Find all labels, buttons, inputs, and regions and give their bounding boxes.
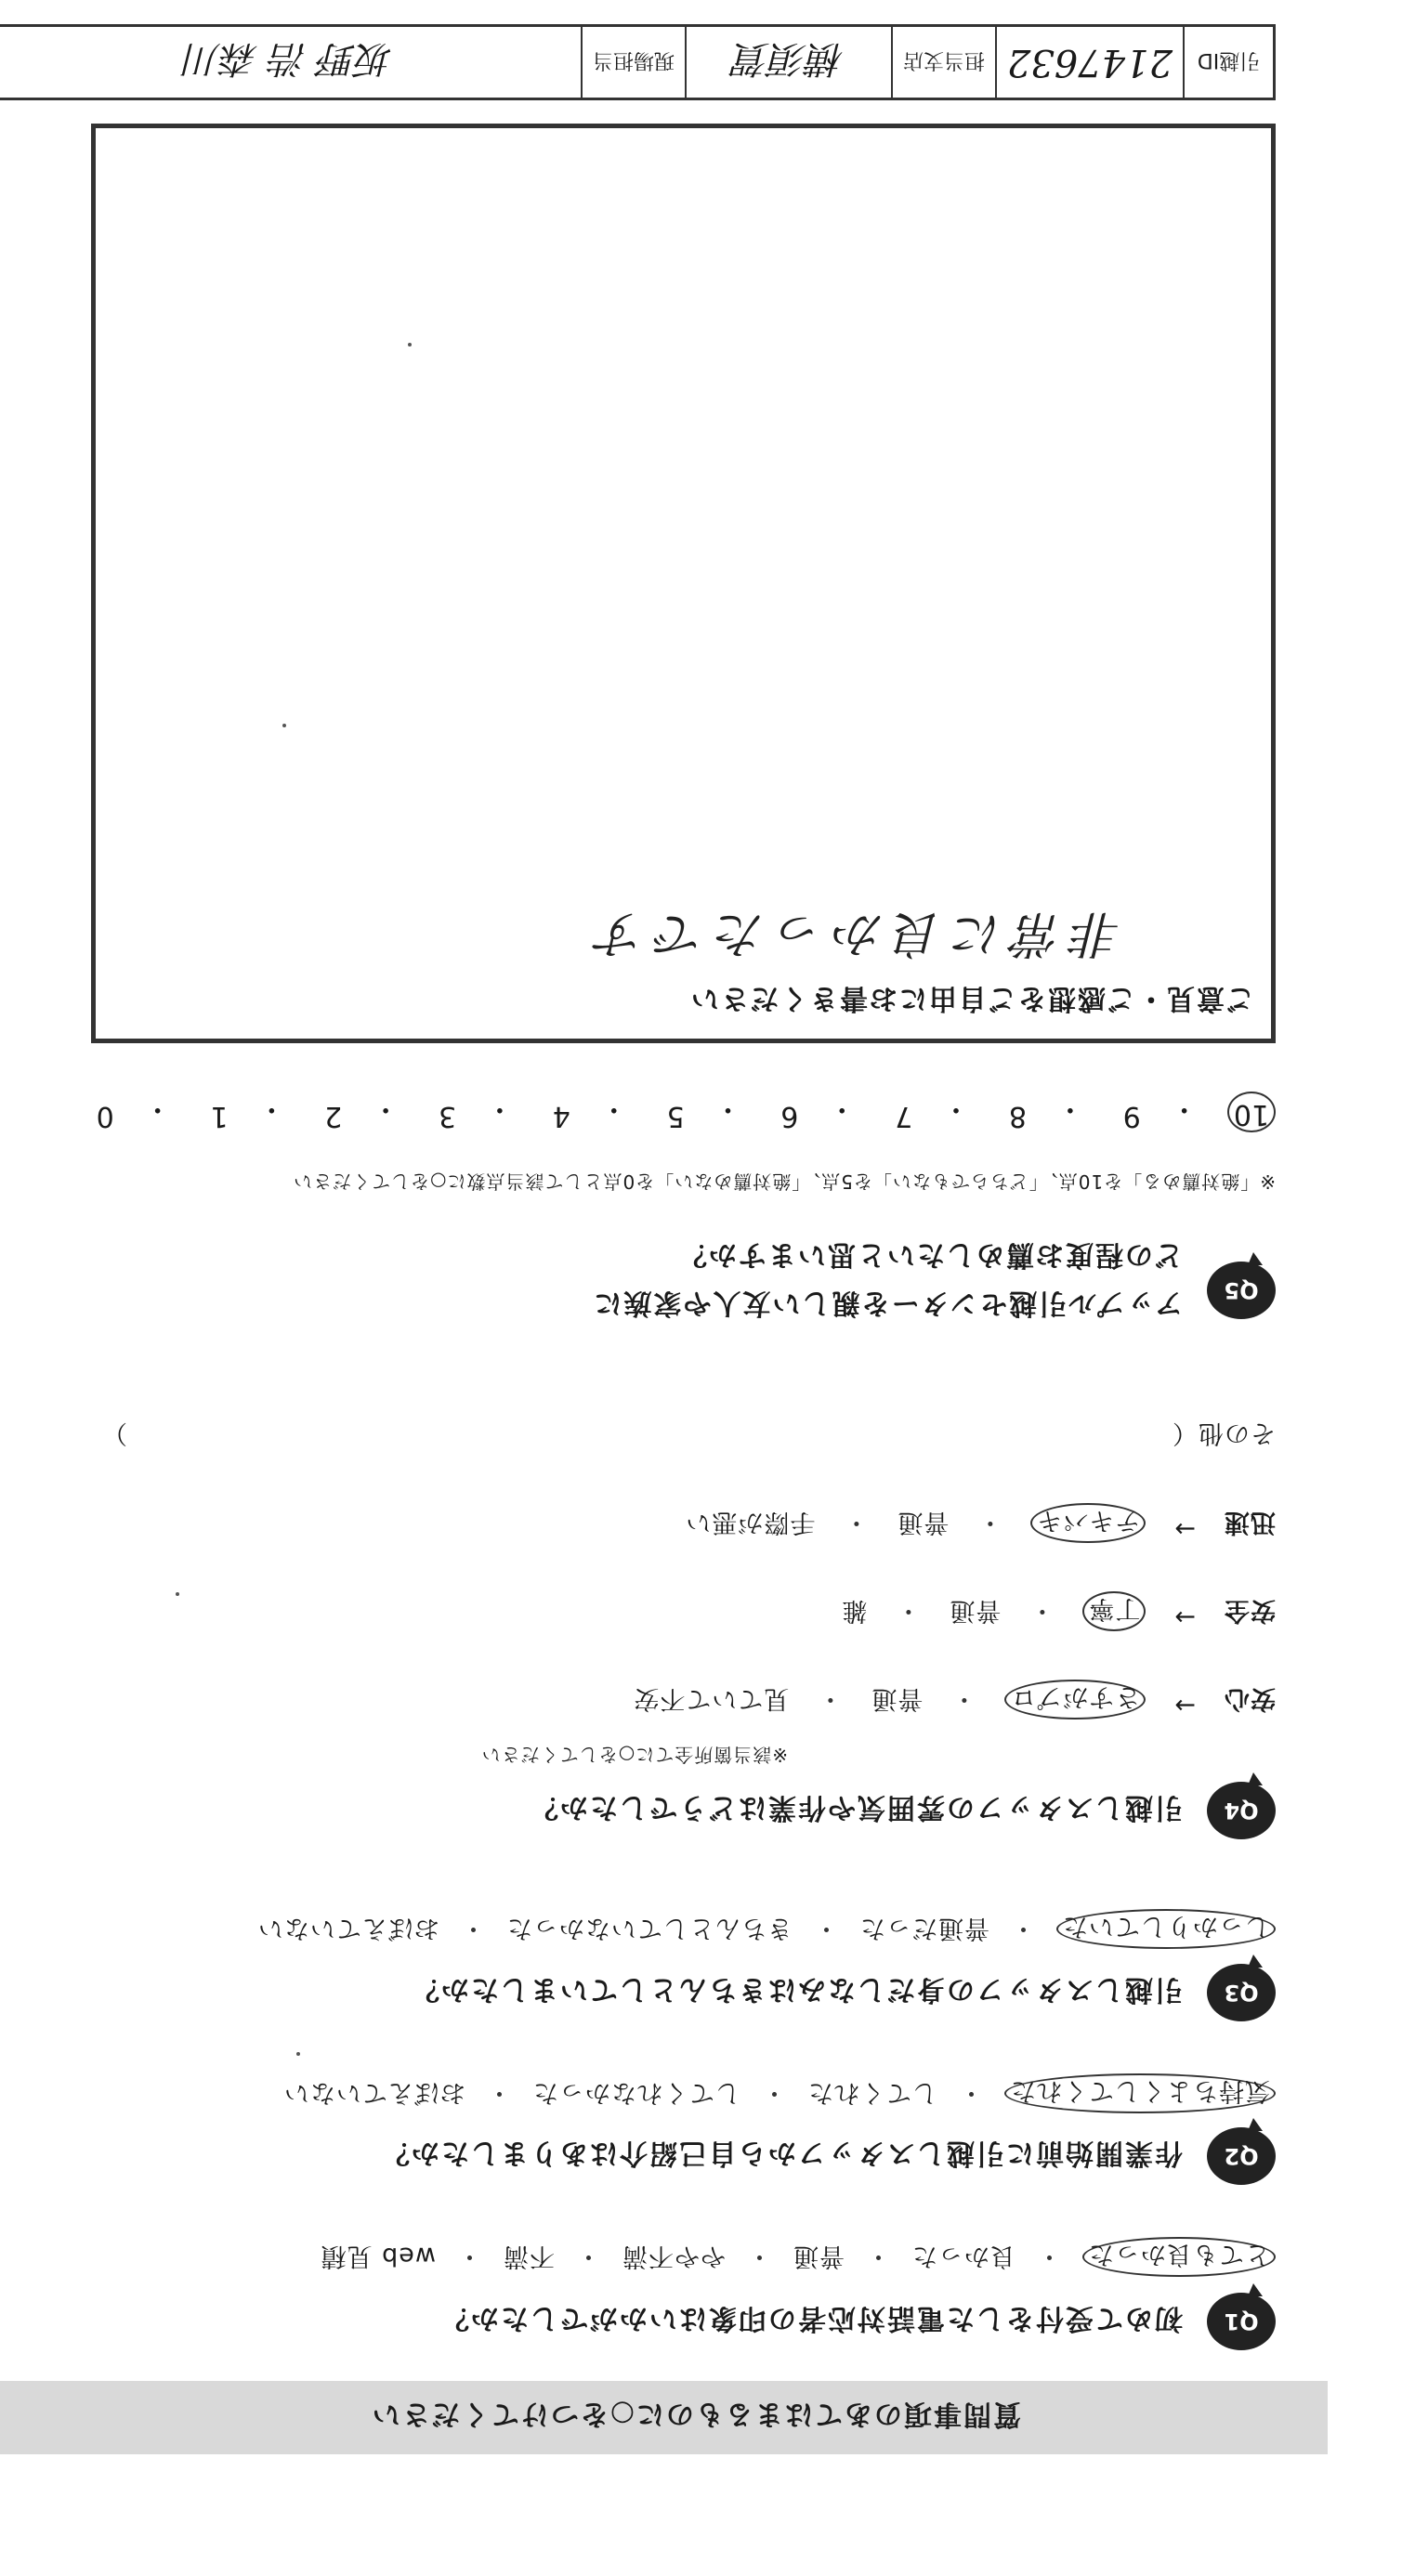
q4-option[interactable]: 普通	[949, 1596, 1002, 1625]
q1-text: 初めて受付をした電話対応者の印象はいかがでしたか？	[439, 2302, 1183, 2334]
leader-value: 坂野 浩 森川	[183, 37, 394, 81]
q5-note: ※「絶対薦める」を10点、「どちらでもない」を5点、「絶対薦めない」を0点として該当点数に○をしてください	[293, 1170, 1276, 1193]
q4-row-jinsoku: 迅速 → テキパキ ・ 普通 ・ 手際が悪い	[685, 1503, 1276, 1543]
instruction-band: 質問事項のあてはまるものに○をつけてください	[0, 2381, 1328, 2454]
q4-row-label: 安全	[1224, 1596, 1276, 1625]
q4-option[interactable]: 普通	[897, 1508, 950, 1536]
branch-value: 横須賀	[685, 27, 891, 98]
q4-option[interactable]: 雑	[841, 1596, 868, 1625]
q4-badge: Q4	[1207, 1782, 1276, 1839]
score-option-selected[interactable]: 10	[1227, 1092, 1276, 1132]
q1-options: とても良かった ・ 良かった ・ 普通 ・ やや不満 ・ 不満 ・ web 見積	[321, 2237, 1276, 2277]
scan-speck	[296, 2052, 300, 2056]
score-option[interactable]: 2	[324, 1100, 343, 1132]
q4-other	[101, 1418, 1276, 1454]
q2-option[interactable]: してくれなかった	[532, 2078, 740, 2107]
q4-text: 引越しスタッフの雰囲気や作業はどうでしたか？	[529, 1791, 1183, 1824]
q2-options: 気持ちよくしてくれた ・ してくれた ・ してくれなかった ・ おぼえていない	[283, 2073, 1276, 2113]
q4-option[interactable]: 手際が悪い	[685, 1508, 816, 1536]
score-option[interactable]: 3	[438, 1100, 457, 1132]
q2-text: 作業開始前に引越しスタッフから自己紹介はありましたか？	[380, 2137, 1183, 2169]
q2-option[interactable]: おぼえていない	[283, 2078, 465, 2107]
id-value: 2147632	[995, 27, 1183, 98]
q1-option[interactable]: 不満	[503, 2242, 555, 2270]
question-4	[529, 1782, 1276, 1839]
arrow-icon: →	[1173, 1602, 1196, 1631]
q3-badge: Q3	[1207, 1964, 1276, 2021]
q3-option[interactable]: 普通だった	[859, 1914, 989, 1942]
leader-label: 現場担当	[581, 27, 685, 98]
q5-badge: Q5	[1207, 1262, 1276, 1319]
comment-label: ご意見・ご感想をご自由にお書きください	[689, 982, 1254, 1014]
q4-other-field[interactable]	[148, 1418, 1151, 1454]
score-option[interactable]: 8	[1008, 1100, 1027, 1132]
q4-other-label: その他（	[1172, 1419, 1276, 1447]
q4-row-anzen: 安全 → 丁寧 ・ 普通 ・ 雑	[841, 1591, 1276, 1631]
q3-text: 引越しスタッフの身だしなみはきちんとしていましたか？	[410, 1973, 1183, 2006]
q3-option-selected[interactable]: しっかりしていた	[1056, 1909, 1276, 1949]
score-option[interactable]: 0	[96, 1100, 114, 1132]
scan-speck	[176, 1592, 179, 1596]
q1-option[interactable]: web 見積	[320, 2242, 436, 2270]
q4-option[interactable]: 普通	[871, 1684, 924, 1713]
q1-badge: Q1	[1207, 2293, 1276, 2350]
branch-label: 担当支店	[891, 27, 995, 98]
q3-option[interactable]: きちんとしていなかった	[506, 1914, 793, 1942]
score-option[interactable]: 1	[210, 1100, 229, 1132]
comment-box[interactable]	[91, 124, 1276, 1043]
score-option[interactable]: 5	[666, 1100, 685, 1132]
q2-option-selected[interactable]: 気持ちよくしてくれた	[1004, 2073, 1276, 2113]
q4-option[interactable]: 見ていて不安	[633, 1684, 790, 1713]
q3-options: しっかりしていた ・ 普通だった ・ きちんとしていなかった ・ おぼえていない	[257, 1909, 1276, 1949]
scan-speck	[408, 343, 412, 347]
q5-text-line1: アップル引越センターを親しい友人や家族に	[592, 1287, 1183, 1319]
q4-row-anshin: 安心 → さすがプロ ・ 普通 ・ 見ていて不安	[633, 1680, 1276, 1720]
score-option[interactable]: 6	[780, 1100, 799, 1132]
question-2	[380, 2127, 1276, 2185]
q5-score-scale: 10 ・ 9 ・ 8 ・ 7 ・ 6 ・ 5 ・ 4 ・ 3 ・ 2 ・ 1 ・ 0	[86, 1092, 1276, 1132]
id-label: 引越ID	[1183, 27, 1273, 98]
q4-option-selected[interactable]: さすがプロ	[1004, 1680, 1146, 1720]
q4-row-label: 安心	[1224, 1684, 1276, 1713]
q1-option-selected[interactable]: とても良かった	[1082, 2237, 1276, 2277]
score-option[interactable]: 9	[1122, 1100, 1141, 1132]
q3-option[interactable]: おぼえていない	[257, 1914, 439, 1942]
score-option[interactable]: 4	[552, 1100, 570, 1132]
q4-note: ※該当箇所全てに○をしてください	[480, 1744, 788, 1766]
scan-speck	[282, 724, 286, 727]
score-option[interactable]: 7	[895, 1100, 913, 1132]
question-3	[410, 1964, 1276, 2021]
question-1	[439, 2293, 1276, 2350]
q1-option[interactable]: 普通	[793, 2242, 845, 2270]
q4-option-selected[interactable]: 丁寧	[1082, 1591, 1146, 1631]
q1-option[interactable]: 良かった	[911, 2242, 1015, 2270]
q5-text-block	[593, 1230, 1184, 1327]
q2-badge: Q2	[1207, 2127, 1276, 2185]
arrow-icon: →	[1173, 1514, 1196, 1543]
handwritten-comment: 非常に良かったです	[587, 905, 1122, 963]
arrow-icon: →	[1173, 1691, 1196, 1720]
q4-row-label: 迅速	[1224, 1508, 1276, 1536]
q1-option[interactable]: やや不満	[622, 2242, 726, 2270]
q5-text-line2: どの程度お薦めしたいと思いますか？	[677, 1238, 1183, 1271]
info-table	[0, 24, 1276, 100]
q4-option-selected[interactable]: テキパキ	[1030, 1503, 1146, 1543]
q4-other-close: ）	[101, 1419, 127, 1447]
q2-option[interactable]: してくれた	[807, 2078, 937, 2107]
question-5	[593, 1230, 1277, 1327]
